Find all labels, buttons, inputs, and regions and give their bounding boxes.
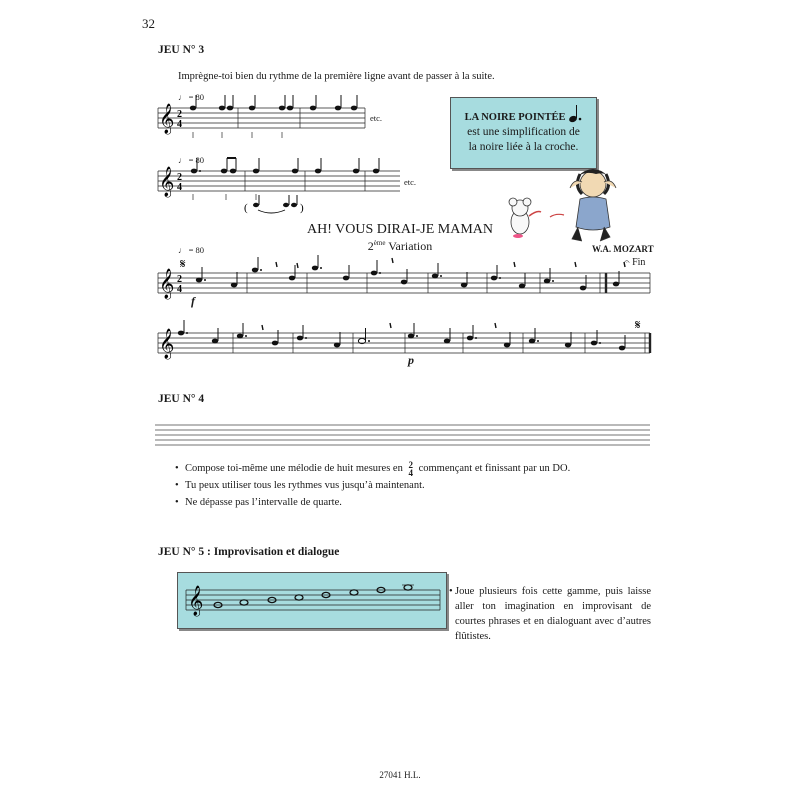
treble-clef-icon: 𝄞 (159, 329, 175, 358)
treble-clef-icon: 𝄞 (159, 167, 175, 196)
svg-text:4: 4 (177, 284, 182, 295)
staff-4 (158, 333, 650, 353)
time-signature-2-4: 2 4 (408, 459, 413, 478)
scale-box (177, 572, 447, 629)
info-box-title: LA NOIRE POINTÉE (464, 112, 566, 123)
jeu3-instruction: Imprègne-toi bien du rythme de la première ligne avant de passer à la suite. (178, 71, 495, 82)
bullet-3: • Ne dépasse pas l’intervalle de quarte. (175, 494, 570, 511)
song-subtitle-word: Variation (385, 239, 433, 253)
footer-code: 27041 H.L. (379, 770, 421, 780)
svg-text:): ) (300, 202, 304, 214)
svg-text:4: 4 (177, 182, 182, 193)
svg-text:𝄞: 𝄞 (188, 586, 204, 615)
jeu4-bullets (175, 460, 570, 511)
jeu5-heading: JEU N° 5 : Improvisation et dialogue (158, 546, 340, 558)
song-tempo-value: = 80 (188, 245, 205, 255)
song-subtitle-sup: ème (373, 239, 386, 247)
svg-text:2: 2 (177, 274, 182, 285)
etc-2: etc. (404, 177, 417, 187)
time-sig-bottom: 4 (177, 119, 182, 130)
segno-icon: 𝄋 (180, 256, 186, 271)
svg-text:(: ( (244, 202, 248, 214)
treble-clef-icon: 𝄞 (159, 269, 175, 298)
jeu5-text-body: Joue plusieurs fois cette gamme, puis laisse aller ton imagination en improvisant de courtes phrases et en dialoguant avec d’autres flûtistes. (455, 586, 651, 642)
bullet-2: • Tu peux utiliser tous les rythmes vus jusqu’à maintenant. (175, 477, 570, 494)
jeu5-text: • Joue plusieurs fois cette gamme, puis laisse aller ton imagination en improvisant de courtes phrases et en dialoguant avec d’autres flûtistes. (449, 586, 651, 642)
composer: W.A. MOZART (592, 244, 654, 254)
info-box-line2: est une simplification de (467, 126, 580, 138)
svg-text:2: 2 (177, 172, 182, 183)
fin-marker (624, 257, 645, 268)
etc-1: etc. (370, 113, 383, 123)
time-sig-top: 2 (177, 109, 182, 120)
tempo-1-value: = 80 (188, 92, 205, 102)
bullet-1-text-end: commençant et finissant par un DO. (418, 463, 571, 474)
segno-icon: 𝄋 (635, 317, 641, 332)
tempo-2: ♩ = 80 (178, 155, 205, 165)
bullet-1-text: Compose toi-même une mélodie de huit mesures en (185, 463, 403, 474)
song-tempo: ♩ = 80 (178, 245, 205, 255)
dynamic-forte: f (191, 294, 195, 308)
dynamic-piano: p (408, 353, 414, 367)
staff-2 (158, 171, 400, 191)
song-subtitle-num: 2 (367, 239, 374, 253)
song-title: AH! VOUS DIRAI-JE MAMAN (306, 222, 494, 237)
bullet-1 (175, 460, 570, 477)
page-number: 32 (142, 16, 155, 31)
info-box-line3: la noire liée à la croche. (468, 141, 579, 153)
staff-4-notes (178, 320, 625, 350)
fin-label: Fin (632, 257, 646, 268)
tempo-1: ♩ = 80 (178, 92, 205, 102)
blank-staff (155, 425, 650, 445)
c-major-scale-staff (178, 573, 448, 630)
jeu4-heading: JEU N° 4 (158, 393, 205, 405)
fermata-icon: 𝄐 (624, 257, 630, 268)
tempo-2-value: = 80 (188, 155, 205, 165)
treble-clef-icon: 𝄞 (159, 104, 175, 133)
song-subtitle (0, 239, 800, 254)
jeu3-heading: JEU N° 3 (158, 44, 205, 56)
staff-1 (158, 108, 365, 128)
